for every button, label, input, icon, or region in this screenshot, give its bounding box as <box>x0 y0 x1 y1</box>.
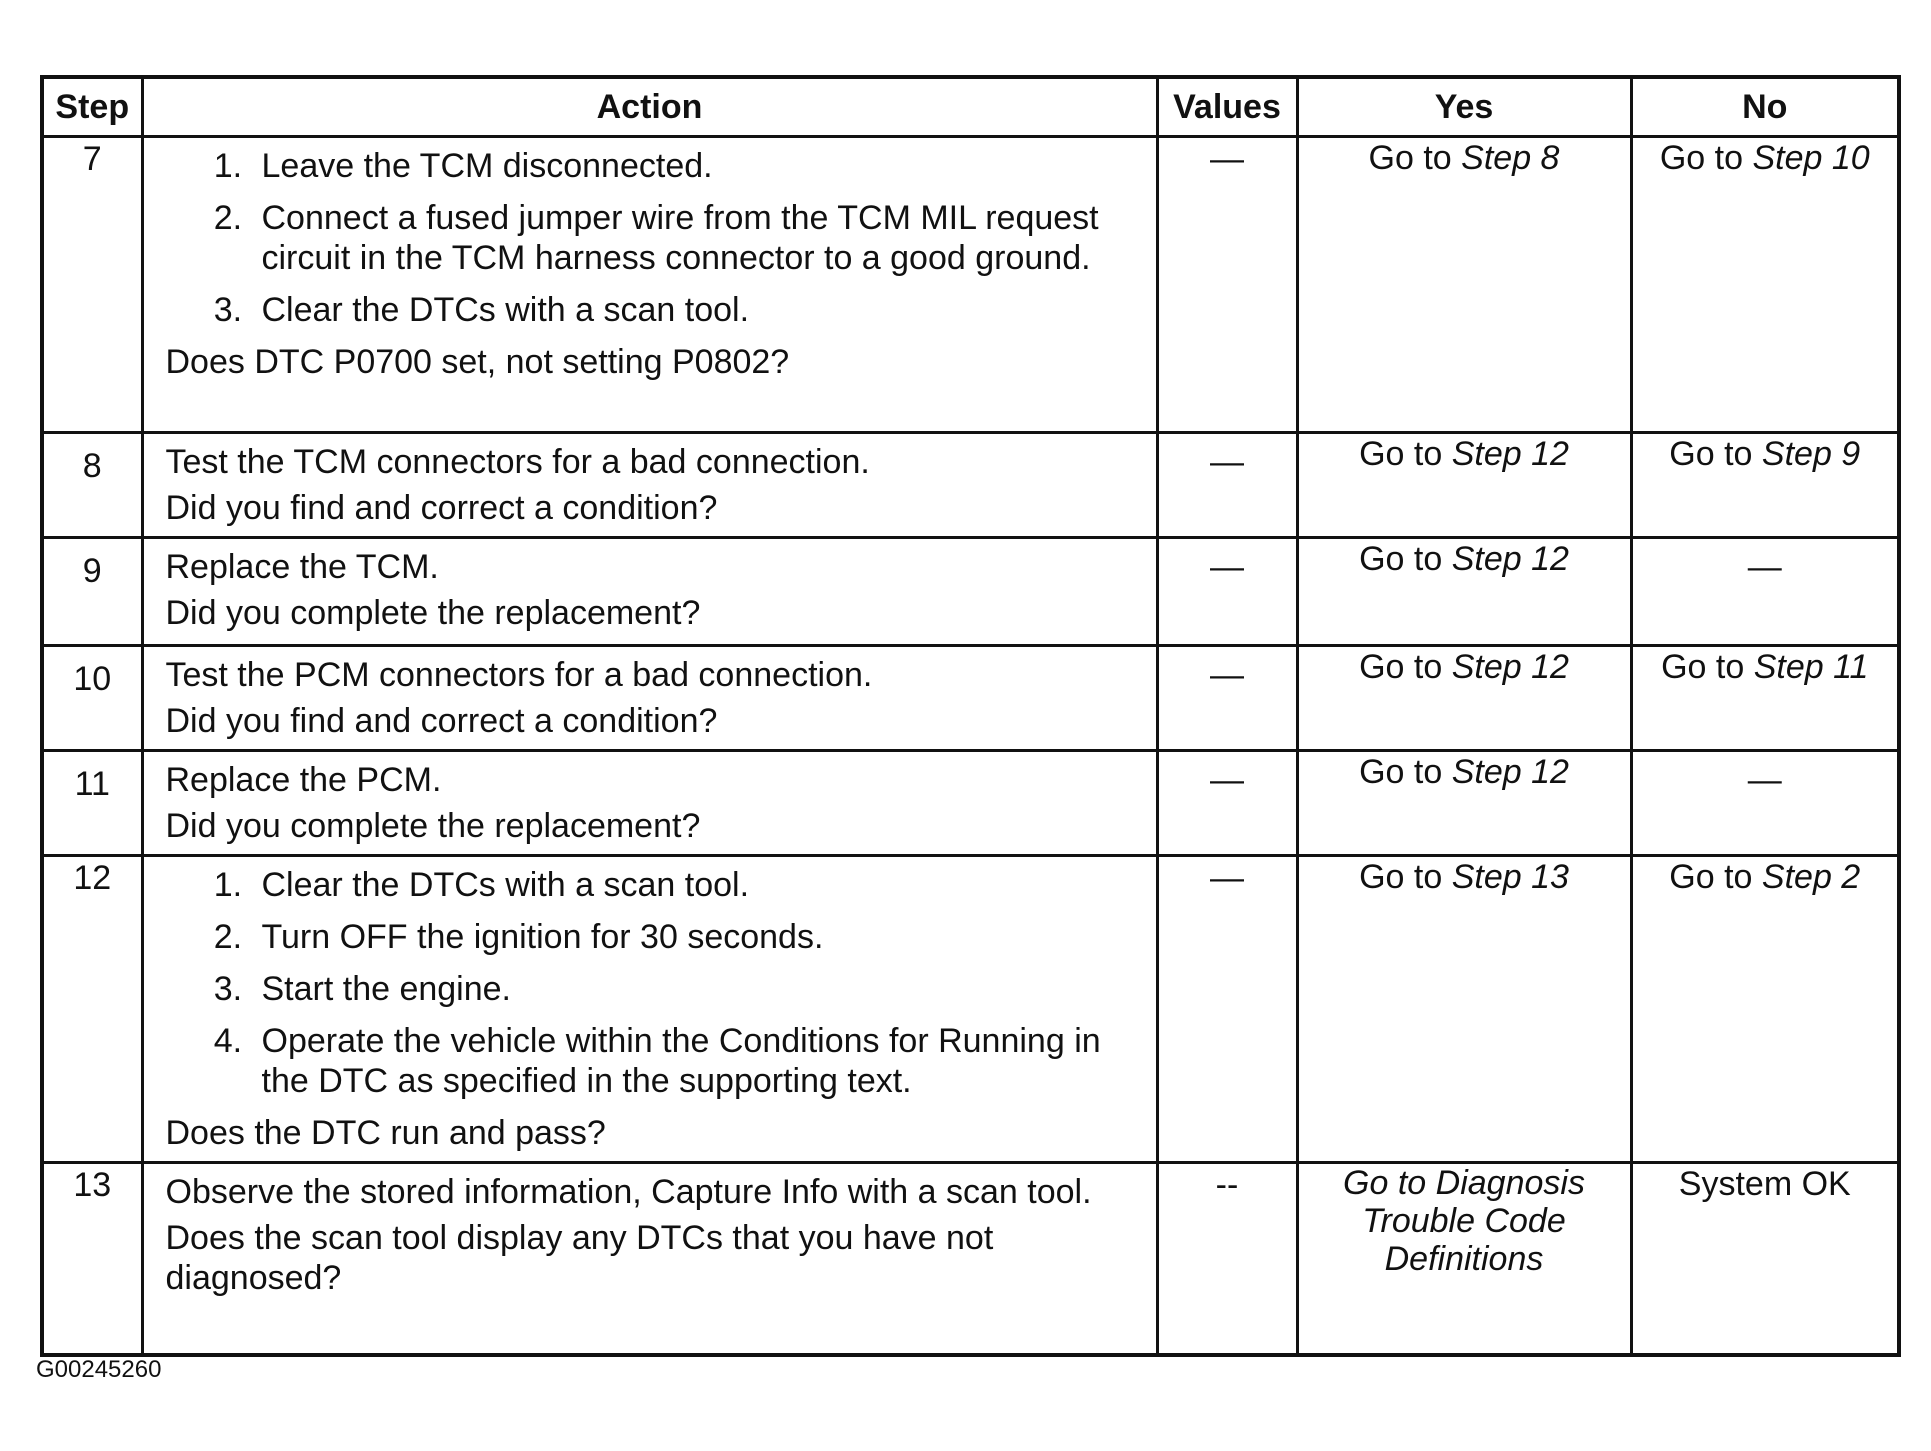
yes-cell <box>1297 137 1631 433</box>
no-prefix: Go to <box>1669 435 1753 473</box>
no-prefix: Go to <box>1661 648 1745 686</box>
action-question: Does the scan tool display any DTCs that you have not diagnosed? <box>165 1219 994 1297</box>
no-cell <box>1631 646 1899 751</box>
diagnostic-table <box>40 75 1901 1357</box>
no-step-link[interactable]: Step 9 <box>1761 435 1861 473</box>
action-item: 3. Start the engine. <box>252 969 1138 1009</box>
action-question: Does the DTC run and pass? <box>165 1114 606 1152</box>
action-statement: Observe the stored information, Capture Info with a scan tool. <box>165 1173 1092 1211</box>
yes-step-link[interactable]: Step 13 <box>1451 858 1569 896</box>
step-number: 8 <box>42 433 142 538</box>
action-statement: Test the PCM connectors for a bad connection. <box>165 656 873 694</box>
no-step-link[interactable]: Step 2 <box>1761 858 1861 896</box>
no-prefix: Go to <box>1659 139 1743 177</box>
action-question: Did you complete the replacement? <box>165 594 701 632</box>
no-cell <box>1631 137 1899 433</box>
yes-cell <box>1297 433 1631 538</box>
no-cell: System OK <box>1631 1163 1899 1355</box>
yes-step-link[interactable]: Step 12 <box>1451 753 1569 791</box>
step-number: 10 <box>42 646 142 751</box>
yes-step-link[interactable]: Step 8 <box>1461 139 1560 177</box>
action-item: 2. Connect a fused jumper wire from the TCM MIL request circuit in the TCM harness connector to a good ground. <box>252 198 1138 278</box>
no-cell <box>1631 856 1899 1163</box>
action-cell <box>142 137 1157 433</box>
yes-cell <box>1297 1163 1631 1355</box>
action-item: 4. Operate the vehicle within the Conditions for Running in the DTC as specified in the supporting text. <box>252 1021 1138 1101</box>
action-item: 1. Leave the TCM disconnected. <box>252 146 1138 186</box>
action-cell <box>142 433 1157 538</box>
step-number: 11 <box>42 751 142 856</box>
header-no: No <box>1631 77 1899 137</box>
action-item: 2. Turn OFF the ignition for 30 seconds. <box>252 917 1138 957</box>
yes-cell <box>1297 646 1631 751</box>
action-statement: Test the TCM connectors for a bad connection. <box>165 443 870 481</box>
yes-step-link[interactable]: Step 12 <box>1451 648 1569 686</box>
action-statement: Replace the TCM. <box>165 548 439 586</box>
yes-diagnosis-link[interactable]: Go to Diagnosis Trouble Code Definitions <box>1343 1164 1585 1278</box>
step-number: 13 <box>42 1163 142 1355</box>
yes-step-link[interactable]: Step 12 <box>1451 540 1569 578</box>
table-row <box>42 137 1899 433</box>
yes-cell <box>1297 538 1631 646</box>
yes-cell <box>1297 856 1631 1163</box>
action-question: Did you complete the replacement? <box>165 807 701 845</box>
header-action: Action <box>142 77 1157 137</box>
action-question: Did you find and correct a condition? <box>165 489 718 527</box>
table-row <box>42 1163 1899 1355</box>
values-cell: — <box>1157 137 1297 433</box>
values-cell: — <box>1157 646 1297 751</box>
yes-step-link[interactable]: Step 12 <box>1451 435 1569 473</box>
header-yes: Yes <box>1297 77 1631 137</box>
action-cell <box>142 646 1157 751</box>
header-values: Values <box>1157 77 1297 137</box>
no-step-link[interactable]: Step 10 <box>1752 139 1870 177</box>
action-question: Does DTC P0700 set, not setting P0802? <box>165 343 790 381</box>
header-step: Step <box>42 77 142 137</box>
figure-reference-code: G00245260 <box>36 1356 162 1383</box>
step-number: 12 <box>42 856 142 1163</box>
yes-cell <box>1297 751 1631 856</box>
action-item: 3. Clear the DTCs with a scan tool. <box>252 290 1138 330</box>
table-row <box>42 856 1899 1163</box>
yes-prefix: Go to <box>1359 858 1443 896</box>
action-cell <box>142 751 1157 856</box>
table-row <box>42 646 1899 751</box>
table-row <box>42 538 1899 646</box>
yes-prefix: Go to <box>1359 540 1443 578</box>
table-row <box>42 433 1899 538</box>
table-row <box>42 751 1899 856</box>
no-cell <box>1631 433 1899 538</box>
no-cell: — <box>1631 538 1899 646</box>
action-cell <box>142 1163 1157 1355</box>
action-item: 1. Clear the DTCs with a scan tool. <box>252 865 1138 905</box>
yes-prefix: Go to <box>1359 753 1443 791</box>
step-number: 7 <box>42 137 142 433</box>
yes-prefix: Go to <box>1359 648 1443 686</box>
diagnostic-table-container <box>40 75 1901 1357</box>
action-list <box>166 865 1138 1101</box>
values-cell: — <box>1157 751 1297 856</box>
action-question: Did you find and correct a condition? <box>165 702 718 740</box>
values-cell: — <box>1157 538 1297 646</box>
action-cell <box>142 856 1157 1163</box>
values-cell: -- <box>1157 1163 1297 1355</box>
yes-prefix: Go to <box>1368 139 1452 177</box>
action-list <box>166 146 1138 330</box>
values-cell: — <box>1157 433 1297 538</box>
no-cell: — <box>1631 751 1899 856</box>
no-prefix: Go to <box>1669 858 1753 896</box>
step-number: 9 <box>42 538 142 646</box>
no-step-link[interactable]: Step 11 <box>1753 648 1869 686</box>
header-row <box>42 77 1899 137</box>
values-cell: — <box>1157 856 1297 1163</box>
action-statement: Replace the PCM. <box>165 761 442 799</box>
yes-prefix: Go to <box>1359 435 1443 473</box>
action-cell <box>142 538 1157 646</box>
